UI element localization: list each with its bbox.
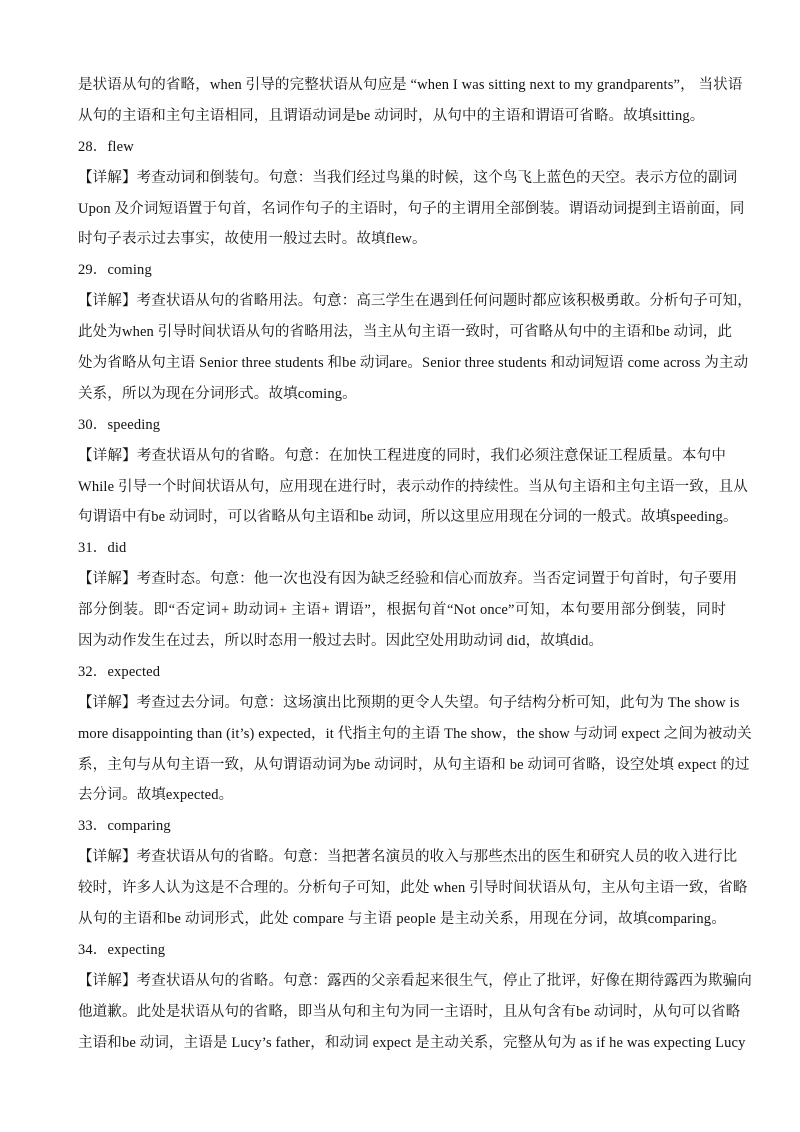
answer-line-32: 32．expected	[78, 663, 161, 680]
text-line: 时句子表示过去事实，故使用一般过去时。故填flew。	[78, 231, 427, 248]
text-line: 句谓语中有be 动词时，可以省略从句主语和be 动词，所以这里应用现在分词的一般式。故填speeding。	[78, 509, 738, 526]
explanation-line: 【详解】考查动词和倒装句。句意：当我们经过鸟巢的时候，这个鸟飞上蓝色的天空。表示方位的副词	[78, 169, 738, 186]
text-line: 关系，所以为现在分词形式。故填coming。	[78, 385, 357, 402]
text-line: While 引导一个时间状语从句，应用现在进行时，表示动作的持续性。当从句主语和主句主语一致，且从	[78, 478, 748, 495]
answer-line-33: 33．comparing	[78, 818, 171, 835]
text-line: 去分词。故填expected。	[78, 787, 234, 804]
text-line: more disappointing than (it’s) expected，it 代指主句的主语 The show，the show 与动词 expect 之间为被动关	[78, 725, 752, 742]
explanation-line: 【详解】考查状语从句的省略。句意：当把著名演员的收入与那些杰出的医生和研究人员的收入进行比	[78, 849, 738, 866]
text-line: 系，主句与从句主语一致，从句谓语动词为be 动词时，从句主语和 be 动词可省略，设空处填 expect 的过	[78, 756, 750, 773]
explanation-line: 【详解】考查过去分词。句意：这场演出比预期的更令人失望。句子结构分析可知，此句为 The show is	[78, 694, 740, 711]
answer-line-31: 31．did	[78, 540, 127, 557]
answer-line-29: 29．coming	[78, 262, 152, 279]
text-line: 部分倒装。即“否定词+ 助动词+ 主语+ 谓语”，根据句首“Not once”可知，本句要用部分倒装，同时	[78, 602, 726, 619]
text-line: 主语和be 动词，主语是 Lucy’s father，和动词 expect 是主动关系，完整从句为 as if he was expecting Lucy	[78, 1034, 746, 1051]
answer-line-30: 30．speeding	[78, 416, 161, 433]
text-line: 较时，许多人认为这是不合理的。分析句子可知，此处 when 引导时间状语从句，主从句主语一致，省略	[78, 880, 748, 897]
explanation-line: 【详解】考查状语从句的省略用法。句意：高三学生在遇到任何问题时都应该积极勇敢。分析句子可知，	[78, 293, 752, 310]
document-page	[78, 70, 752, 1059]
text-line: 从句的主语和be 动词形式，此处 compare 与主语 people 是主动关系，用现在分词，故填comparing。	[78, 911, 726, 928]
answer-line-28: 28．flew	[78, 138, 134, 155]
text-line: 是状语从句的省略，when 引导的完整状语从句应是 “when I was sitting next to my grandparents”， 当状语	[78, 77, 743, 93]
text-line: 因为动作发生在过去，所以时态用一般过去时。因此空处用助动词 did，故填did。	[78, 633, 604, 650]
text-line: 处为省略从句主语 Senior three students 和be 动词are。Senior three students 和动词短语 come across 为主动	[78, 355, 749, 372]
text-line: 从句的主语和主句主语相同，且谓语动词是be 动词时，从句中的主语和谓语可省略。故填sitting。	[78, 107, 705, 124]
explanation-line: 【详解】考查时态。句意：他一次也没有因为缺乏经验和信心而放弃。当否定词置于句首时，句子要用	[78, 571, 738, 588]
explanation-line: 【详解】考查状语从句的省略。句意：在加快工程进度的同时，我们必须注意保证工程质量。本句中	[78, 447, 726, 464]
explanation-line: 【详解】考查状语从句的省略。句意：露西的父亲看起来很生气，停止了批评，好像在期待露西为欺骗向	[78, 972, 752, 989]
text-line: 此处为when 引导时间状语从句的省略用法，当主从句主语一致时，可省略从句中的主语和be 动词，此	[78, 324, 733, 341]
text-line: 他道歉。此处是状语从句的省略，即当从句和主句为同一主语时，且从句含有be 动词时，从句可以省略	[78, 1003, 741, 1020]
text-line: Upon 及介词短语置于句首，名词作句子的主语时，句子的主谓用全部倒装。谓语动词提到主语前面，同	[78, 200, 745, 217]
answer-line-34: 34．expecting	[78, 941, 166, 958]
